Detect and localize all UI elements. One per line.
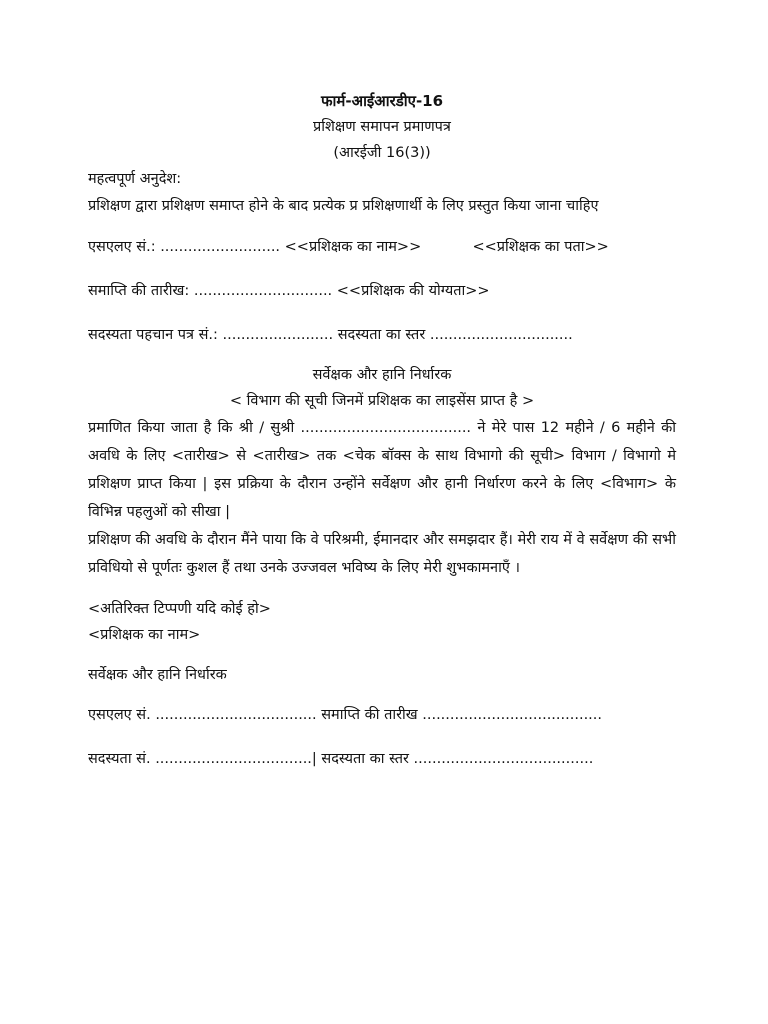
- footer-completion-date: समाप्ति की तारीख .......................................: [321, 707, 603, 723]
- completion-date-field: समाप्ति की तारीख: ..............................: [88, 283, 333, 299]
- remarks-placeholder: <अतिरिक्त टिप्पणी यदि कोई हो>: [88, 601, 271, 617]
- trainer-address-placeholder: <<प्रशिक्षक का पता>>: [472, 239, 609, 255]
- footer-sla-row: [88, 702, 676, 728]
- membership-id-field: सदस्यता पहचान पत्र सं.: ........................: [88, 327, 334, 343]
- membership-row: [88, 322, 676, 348]
- trainer-name-placeholder: <<प्रशिक्षक का नाम>>: [284, 239, 422, 255]
- assessment-paragraph: प्रशिक्षण की अवधि के दौरान मैंने पाया कि वे परिश्रमी, ईमानदार और समझदार हैं। मेरी राय में वे सर्वेक्षण की सभी प्रविधियो से पूर्णतः कुशल हैं तथा उनके उज्जवल भविष्य के लिए मेरी शुभकामनाएँ ।: [88, 532, 676, 576]
- sla-trainer-row: [88, 234, 676, 260]
- instructions-heading: महत्वपूर्ण अनुदेश:: [88, 171, 182, 187]
- membership-level-field: सदस्यता का स्तर ...............................: [337, 327, 573, 343]
- footer-membership-row: [88, 746, 676, 772]
- trainer-qualification-placeholder: <<प्रशिक्षक की योग्यता>>: [336, 283, 490, 299]
- instructions-text: प्रशिक्षण द्वारा प्रशिक्षण समाप्त होने के बाद प्रत्येक प्र प्रशिक्षणार्थी के लिए प्रस्तुत किया जाना चाहिए: [88, 198, 599, 214]
- form-title: फार्म-आईआरडीए-16: [320, 92, 444, 110]
- completion-qualification-row: [88, 278, 676, 304]
- departments-placeholder: < विभाग की सूची जिनमें प्रशिक्षक का लाइसेंस प्राप्त है >: [229, 393, 535, 409]
- footer-sla-number: एसएलए सं. ...................................: [88, 707, 317, 723]
- surveyor-role-heading: सर्वेक्षक और हानि निर्धारक: [312, 367, 452, 383]
- form-reference: (आरईजी 16(3)): [333, 145, 431, 161]
- footer-trainer-name: <प्रशिक्षक का नाम>: [88, 627, 201, 643]
- footer-membership-number: सदस्यता सं. ..................................|: [88, 751, 317, 767]
- sla-number-field: एसएलए सं.: ..........................: [88, 239, 281, 255]
- footer-membership-level: सदस्यता का स्तर .......................................: [321, 751, 594, 767]
- document-content: [88, 86, 676, 772]
- form-subtitle: प्रशिक्षण समापन प्रमाणपत्र: [313, 119, 451, 135]
- footer-role: सर्वेक्षक और हानि निर्धारक: [88, 667, 227, 683]
- certification-paragraph: प्रमाणित किया जाता है कि श्री / सुश्री ..................................... ने मेरे पास 12 महीने / 6 महीने की अवधि के लिए <तारीख> से <तारीख> तक <चेक बॉक्स के साथ विभागो की सूची> विभाग / विभागो मे प्रशिक्षण प्राप्त किया | इस प्रक्रिया के दौरान उन्होंने सर्वेक्षण और हानी निर्धारण करने के लिए <विभाग> के विभिन्न पहलुओं को सीखा |: [88, 420, 676, 520]
